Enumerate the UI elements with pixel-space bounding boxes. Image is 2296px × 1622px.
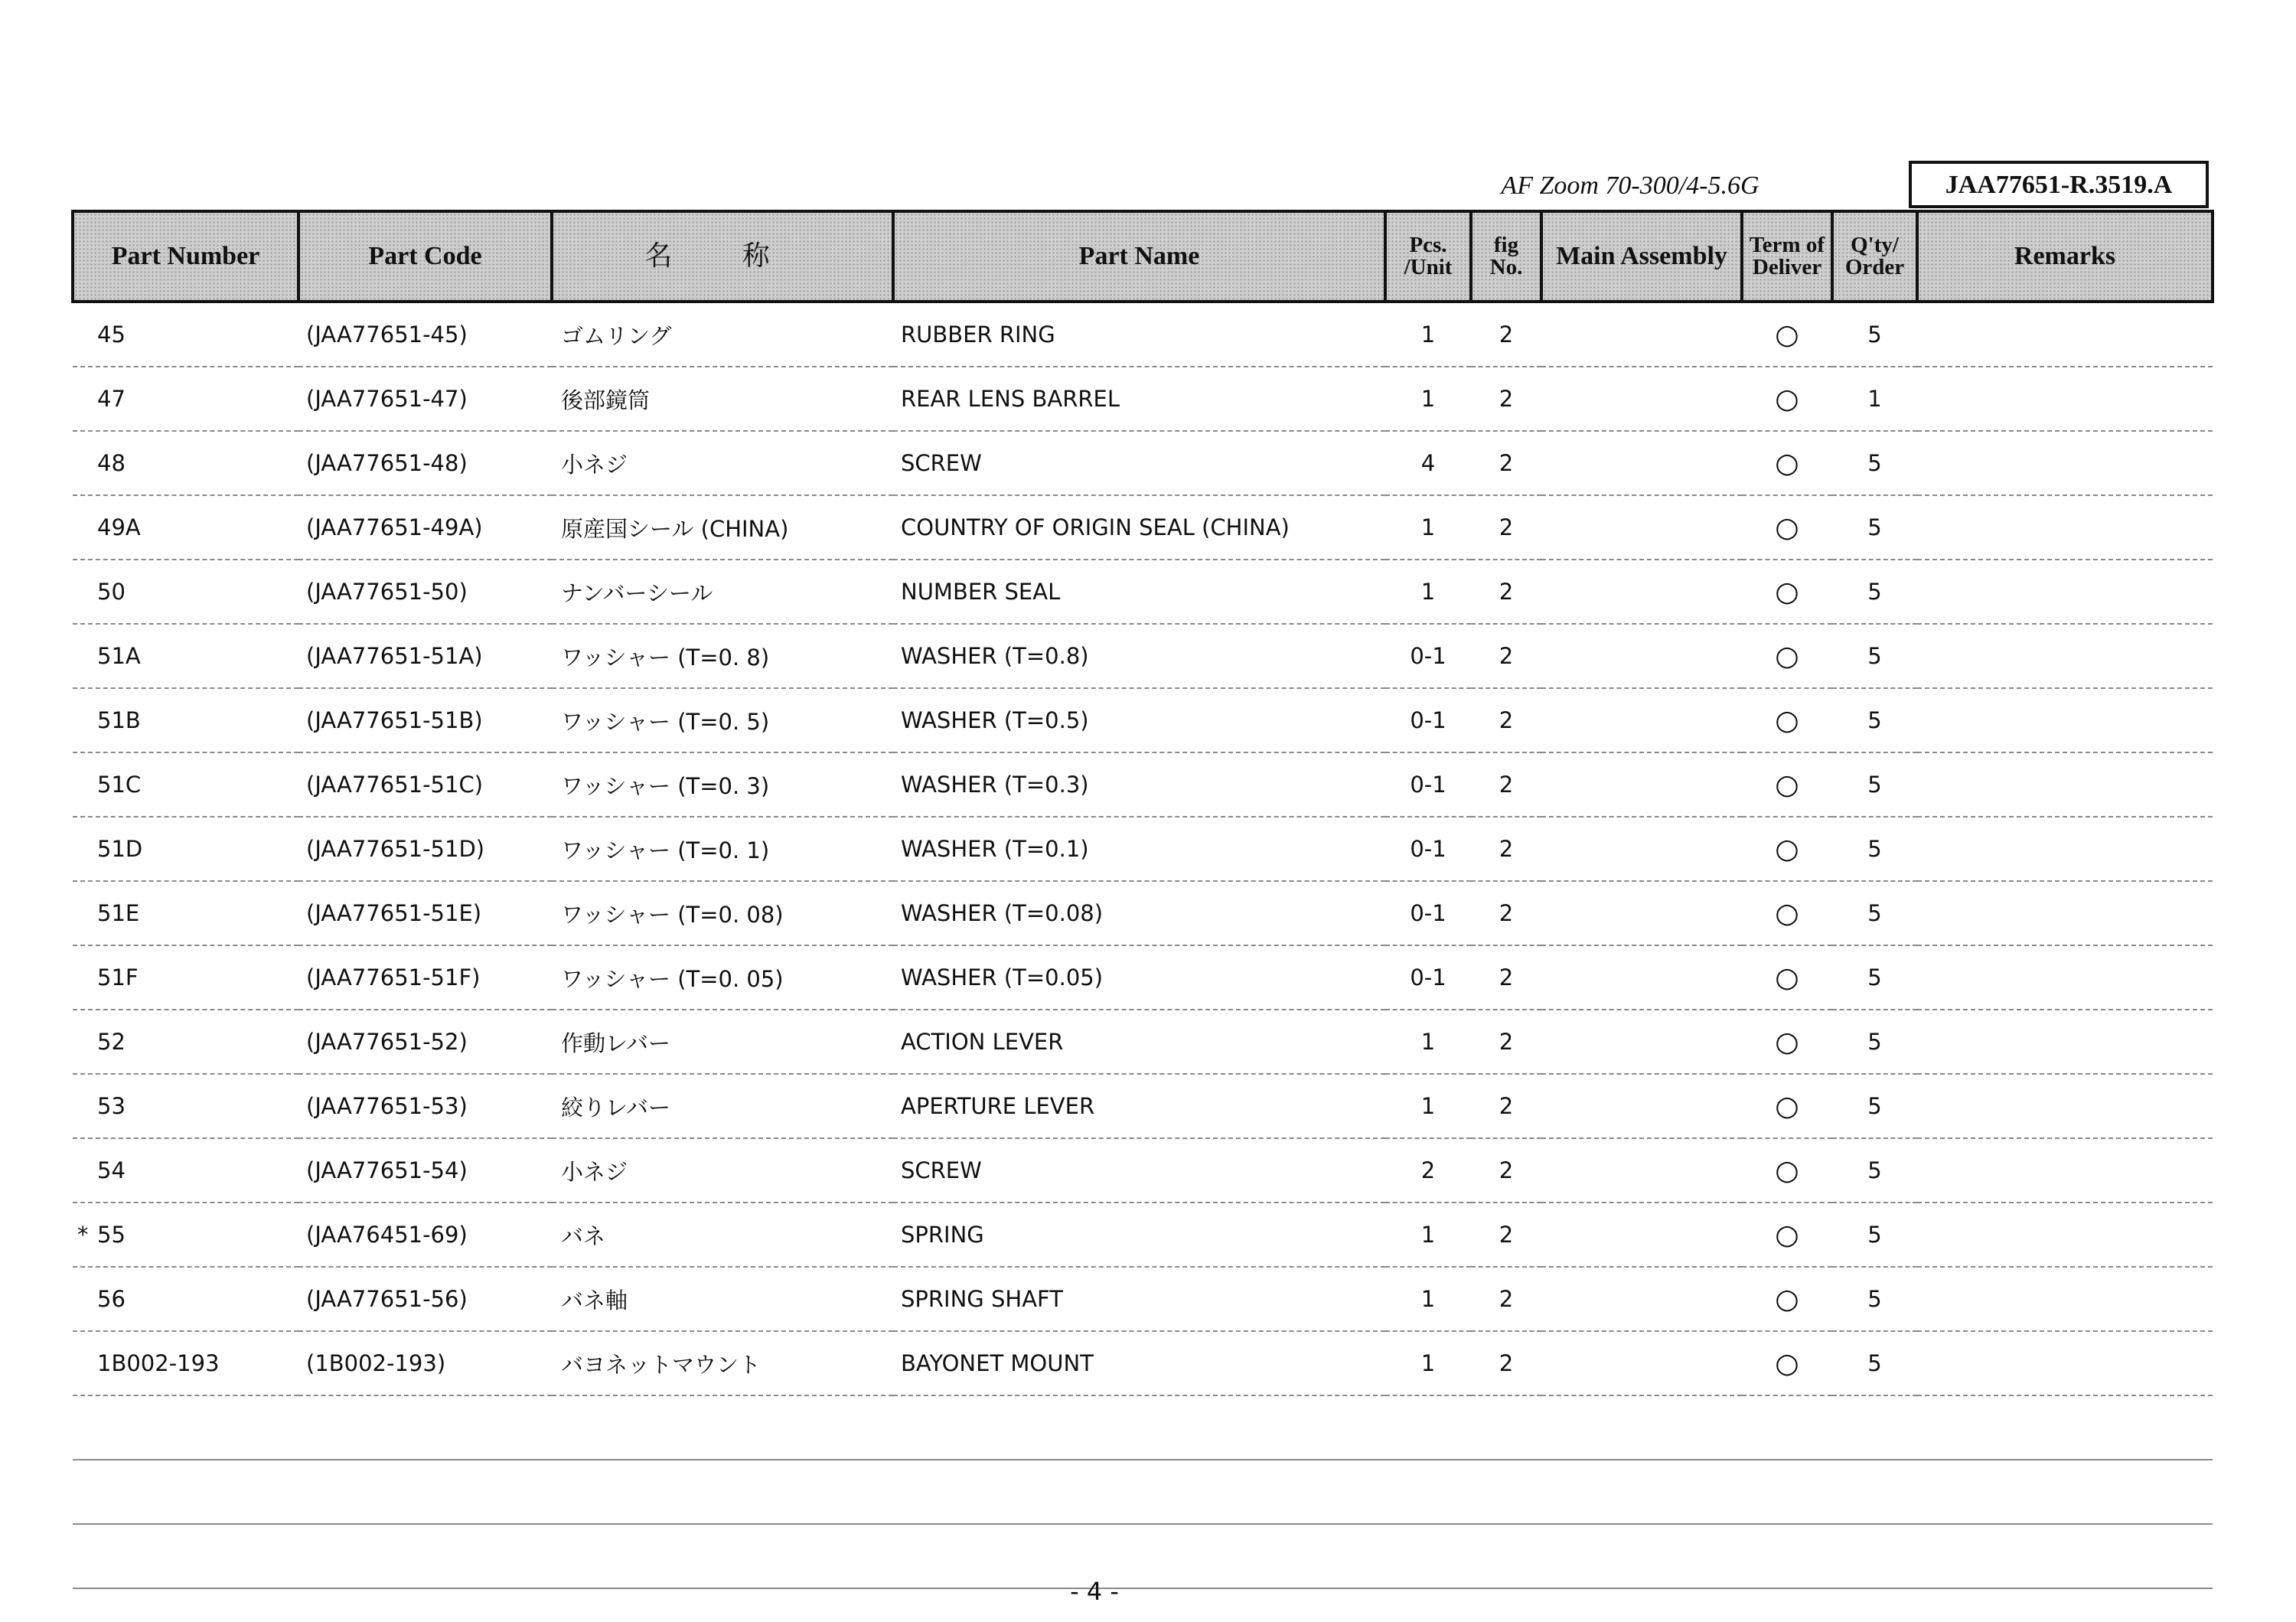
part-code-cell: (JAA77651-56) — [298, 1267, 552, 1331]
part-code-cell: (JAA77651-51B) — [298, 688, 552, 752]
japanese-name-cell: ワッシャー (T=0. 8) — [552, 624, 893, 688]
pcs-unit-cell: 1 — [1385, 1267, 1471, 1331]
pcs-unit-cell: 1 — [1385, 1010, 1471, 1074]
part-number-cell — [73, 688, 298, 752]
part-number-value: 1B002-193 — [97, 1350, 220, 1376]
col-header-term-of-delivery: Term of Deliver — [1742, 211, 1832, 302]
remarks-cell — [1917, 560, 2213, 624]
japanese-name-cell: ナンバーシール — [552, 560, 893, 624]
main-assembly-cell — [1541, 688, 1742, 752]
term-of-delivery-cell: ○ — [1742, 1203, 1832, 1267]
remarks-cell — [1917, 495, 2213, 560]
term-of-delivery-cell: ○ — [1742, 817, 1832, 881]
col-header-part-code: Part Code — [298, 211, 552, 302]
fig-no-cell: 2 — [1471, 1138, 1541, 1203]
qty-order-cell: 5 — [1832, 431, 1917, 495]
part-number-cell — [73, 752, 298, 817]
fig-no-cell: 2 — [1471, 881, 1541, 945]
empty-cell — [1471, 1524, 1541, 1588]
empty-cell — [1832, 1460, 1917, 1524]
part-number-cell — [73, 495, 298, 560]
table-row — [73, 1331, 2213, 1395]
empty-row — [73, 1460, 2213, 1524]
pcs-unit-cell: 0-1 — [1385, 881, 1471, 945]
pcs-unit-cell: 4 — [1385, 431, 1471, 495]
part-code-cell: (JAA77651-47) — [298, 367, 552, 431]
qty-order-cell: 5 — [1832, 560, 1917, 624]
fig-no-cell: 2 — [1471, 945, 1541, 1010]
part-name-cell: SPRING — [893, 1203, 1385, 1267]
table-row — [73, 495, 2213, 560]
table-row — [73, 817, 2213, 881]
empty-cell — [1832, 1524, 1917, 1588]
term-of-delivery-cell: ○ — [1742, 367, 1832, 431]
empty-cell — [73, 1460, 298, 1524]
remarks-cell — [1917, 1010, 2213, 1074]
parts-list-table — [71, 210, 2214, 1589]
fig-no-cell: 2 — [1471, 1074, 1541, 1138]
remarks-cell — [1917, 881, 2213, 945]
part-name-cell: BAYONET MOUNT — [893, 1331, 1385, 1395]
japanese-name-cell: バネ軸 — [552, 1267, 893, 1331]
remarks-cell — [1917, 688, 2213, 752]
empty-cell — [1385, 1460, 1471, 1524]
part-number-value: 52 — [97, 1029, 126, 1055]
term-of-delivery-cell: ○ — [1742, 560, 1832, 624]
empty-cell — [552, 1460, 893, 1524]
part-number-value: 51C — [97, 772, 142, 798]
part-number-cell — [73, 560, 298, 624]
part-code-cell: (JAA77651-49A) — [298, 495, 552, 560]
part-name-cell: SPRING SHAFT — [893, 1267, 1385, 1331]
part-number-value: 51E — [97, 900, 140, 926]
document-code-box: JAA77651-R.3519.A — [1909, 161, 2209, 208]
pcs-unit-cell: 2 — [1385, 1138, 1471, 1203]
pcs-unit-cell: 0-1 — [1385, 688, 1471, 752]
part-number-cell — [73, 302, 298, 367]
empty-cell — [1917, 1524, 2213, 1588]
part-code-cell: (JAA77651-51F) — [298, 945, 552, 1010]
fig-no-cell: 2 — [1471, 1203, 1541, 1267]
main-assembly-cell — [1541, 624, 1742, 688]
part-name-cell: WASHER (T=0.3) — [893, 752, 1385, 817]
main-assembly-cell — [1541, 881, 1742, 945]
pcs-unit-cell: 1 — [1385, 302, 1471, 367]
empty-cell — [1541, 1395, 1742, 1460]
japanese-name-cell: バネ — [552, 1203, 893, 1267]
part-name-cell: WASHER (T=0.05) — [893, 945, 1385, 1010]
main-assembly-cell — [1541, 302, 1742, 367]
table-row — [73, 881, 2213, 945]
empty-cell — [1917, 1395, 2213, 1460]
fig-no-cell: 2 — [1471, 1267, 1541, 1331]
fig-no-cell: 2 — [1471, 367, 1541, 431]
main-assembly-cell — [1541, 1010, 1742, 1074]
japanese-name-cell: ワッシャー (T=0. 08) — [552, 881, 893, 945]
term-of-delivery-cell: ○ — [1742, 1074, 1832, 1138]
part-name-cell: WASHER (T=0.5) — [893, 688, 1385, 752]
qty-order-cell: 5 — [1832, 1331, 1917, 1395]
qty-order-cell: 5 — [1832, 1010, 1917, 1074]
term-of-delivery-cell: ○ — [1742, 431, 1832, 495]
fig-no-cell: 2 — [1471, 1331, 1541, 1395]
qty-order-cell: 5 — [1832, 624, 1917, 688]
part-code-cell: (JAA77651-51D) — [298, 817, 552, 881]
part-name-cell: COUNTRY OF ORIGIN SEAL (CHINA) — [893, 495, 1385, 560]
part-number-value: 55 — [97, 1222, 126, 1248]
qty-order-cell: 1 — [1832, 367, 1917, 431]
fig-no-cell: 2 — [1471, 624, 1541, 688]
qty-order-cell: 5 — [1832, 752, 1917, 817]
qty-order-cell: 5 — [1832, 302, 1917, 367]
remarks-cell — [1917, 1138, 2213, 1203]
pcs-unit-cell: 1 — [1385, 495, 1471, 560]
remarks-cell — [1917, 817, 2213, 881]
japanese-name-cell: ワッシャー (T=0. 1) — [552, 817, 893, 881]
empty-cell — [73, 1524, 298, 1588]
pcs-unit-cell: 1 — [1385, 1331, 1471, 1395]
remarks-cell — [1917, 367, 2213, 431]
part-number-value: 51D — [97, 836, 143, 862]
table-row — [73, 1267, 2213, 1331]
remarks-cell — [1917, 1074, 2213, 1138]
fig-no-cell: 2 — [1471, 688, 1541, 752]
part-name-cell: RUBBER RING — [893, 302, 1385, 367]
remarks-cell — [1917, 945, 2213, 1010]
japanese-name-cell: 小ネジ — [552, 431, 893, 495]
empty-cell — [298, 1524, 552, 1588]
term-of-delivery-cell: ○ — [1742, 1010, 1832, 1074]
main-assembly-cell — [1541, 1138, 1742, 1203]
part-number-value: 45 — [97, 321, 126, 348]
term-of-delivery-cell: ○ — [1742, 945, 1832, 1010]
part-name-cell: APERTURE LEVER — [893, 1074, 1385, 1138]
term-of-delivery-cell: ○ — [1742, 1138, 1832, 1203]
empty-cell — [893, 1395, 1385, 1460]
empty-cell — [1471, 1395, 1541, 1460]
part-number-cell — [73, 817, 298, 881]
part-number-cell — [73, 1331, 298, 1395]
part-number-cell — [73, 945, 298, 1010]
part-code-cell: (JAA77651-54) — [298, 1138, 552, 1203]
empty-cell — [1541, 1524, 1742, 1588]
empty-cell — [298, 1395, 552, 1460]
pcs-unit-cell: 1 — [1385, 367, 1471, 431]
fig-no-cell: 2 — [1471, 431, 1541, 495]
part-number-value: 47 — [97, 386, 126, 412]
main-assembly-cell — [1541, 1267, 1742, 1331]
term-of-delivery-cell: ○ — [1742, 1267, 1832, 1331]
main-assembly-cell — [1541, 367, 1742, 431]
part-code-cell: (JAA77651-51E) — [298, 881, 552, 945]
empty-cell — [1917, 1460, 2213, 1524]
part-code-cell: (JAA77651-48) — [298, 431, 552, 495]
part-number-value: 56 — [97, 1286, 126, 1312]
term-of-delivery-cell: ○ — [1742, 1331, 1832, 1395]
qty-order-cell: 5 — [1832, 1203, 1917, 1267]
table-row — [73, 431, 2213, 495]
page-number: - 4 - — [1070, 1577, 1119, 1606]
part-number-value: 50 — [97, 579, 126, 605]
main-assembly-cell — [1541, 817, 1742, 881]
col-header-main-assembly: Main Assembly — [1541, 211, 1742, 302]
fig-no-cell: 2 — [1471, 495, 1541, 560]
main-assembly-cell — [1541, 495, 1742, 560]
header-row — [73, 211, 2213, 302]
pcs-unit-cell: 1 — [1385, 560, 1471, 624]
part-number-cell — [73, 1267, 298, 1331]
remarks-cell — [1917, 1331, 2213, 1395]
remarks-cell — [1917, 752, 2213, 817]
part-code-cell: (1B002-193) — [298, 1331, 552, 1395]
table-row — [73, 1203, 2213, 1267]
pcs-unit-cell: 1 — [1385, 1074, 1471, 1138]
part-name-cell: WASHER (T=0.1) — [893, 817, 1385, 881]
part-number-value: 54 — [97, 1157, 126, 1183]
main-assembly-cell — [1541, 560, 1742, 624]
main-assembly-cell — [1541, 1331, 1742, 1395]
part-name-cell: ACTION LEVER — [893, 1010, 1385, 1074]
table-row — [73, 624, 2213, 688]
fig-no-cell: 2 — [1471, 752, 1541, 817]
fig-no-cell: 2 — [1471, 560, 1541, 624]
part-code-cell: (JAA77651-51C) — [298, 752, 552, 817]
term-of-delivery-cell: ○ — [1742, 302, 1832, 367]
part-name-cell: WASHER (T=0.08) — [893, 881, 1385, 945]
pcs-unit-cell: 0-1 — [1385, 752, 1471, 817]
part-name-cell: NUMBER SEAL — [893, 560, 1385, 624]
revision-mark: * — [77, 1222, 89, 1248]
table-row — [73, 1010, 2213, 1074]
remarks-cell — [1917, 302, 2213, 367]
main-assembly-cell — [1541, 1074, 1742, 1138]
empty-cell — [1742, 1460, 1832, 1524]
empty-cell — [1541, 1460, 1742, 1524]
japanese-name-cell: 後部鏡筒 — [552, 367, 893, 431]
remarks-cell — [1917, 624, 2213, 688]
qty-order-cell: 5 — [1832, 495, 1917, 560]
empty-cell — [552, 1524, 893, 1588]
col-header-part-name: Part Name — [893, 211, 1385, 302]
remarks-cell — [1917, 1267, 2213, 1331]
qty-order-cell: 5 — [1832, 688, 1917, 752]
part-number-cell — [73, 1138, 298, 1203]
empty-cell — [73, 1395, 298, 1460]
term-of-delivery-cell: ○ — [1742, 495, 1832, 560]
part-number-cell — [73, 1074, 298, 1138]
table-row — [73, 560, 2213, 624]
pcs-unit-cell: 0-1 — [1385, 624, 1471, 688]
part-number-value: 53 — [97, 1093, 126, 1119]
part-number-cell — [73, 624, 298, 688]
part-number-cell — [73, 367, 298, 431]
empty-cell — [1832, 1395, 1917, 1460]
part-number-cell — [73, 431, 298, 495]
japanese-name-cell: 作動レバー — [552, 1010, 893, 1074]
part-code-cell: (JAA76451-69) — [298, 1203, 552, 1267]
qty-order-cell: 5 — [1832, 817, 1917, 881]
empty-cell — [1385, 1395, 1471, 1460]
part-number-value: 48 — [97, 450, 126, 476]
qty-order-cell: 5 — [1832, 1267, 1917, 1331]
main-assembly-cell — [1541, 1203, 1742, 1267]
empty-row — [73, 1395, 2213, 1460]
japanese-name-cell: ワッシャー (T=0. 05) — [552, 945, 893, 1010]
empty-cell — [893, 1460, 1385, 1524]
part-name-cell: SCREW — [893, 1138, 1385, 1203]
japanese-name-cell: ゴムリング — [552, 302, 893, 367]
col-header-pcs-unit: Pcs. /Unit — [1385, 211, 1471, 302]
table-row — [73, 945, 2213, 1010]
part-number-value: 51B — [97, 707, 141, 733]
fig-no-cell: 2 — [1471, 817, 1541, 881]
part-code-cell: (JAA77651-50) — [298, 560, 552, 624]
remarks-cell — [1917, 1203, 2213, 1267]
table-row — [73, 752, 2213, 817]
part-code-cell: (JAA77651-52) — [298, 1010, 552, 1074]
japanese-name-cell: ワッシャー (T=0. 3) — [552, 752, 893, 817]
term-of-delivery-cell: ○ — [1742, 688, 1832, 752]
japanese-name-cell: 絞りレバー — [552, 1074, 893, 1138]
main-assembly-cell — [1541, 752, 1742, 817]
term-of-delivery-cell: ○ — [1742, 624, 1832, 688]
fig-no-cell: 2 — [1471, 1010, 1541, 1074]
qty-order-cell: 5 — [1832, 1074, 1917, 1138]
col-header-fig-no: fig No. — [1471, 211, 1541, 302]
japanese-name-cell: 原産国シール (CHINA) — [552, 495, 893, 560]
japanese-name-cell: バヨネットマウント — [552, 1331, 893, 1395]
part-code-cell: (JAA77651-45) — [298, 302, 552, 367]
empty-cell — [1471, 1460, 1541, 1524]
japanese-name-cell: 小ネジ — [552, 1138, 893, 1203]
part-number-cell — [73, 1010, 298, 1074]
japanese-name-cell: ワッシャー (T=0. 5) — [552, 688, 893, 752]
fig-no-cell: 2 — [1471, 302, 1541, 367]
part-number-cell — [73, 1203, 298, 1267]
empty-cell — [1742, 1395, 1832, 1460]
table-row — [73, 367, 2213, 431]
part-name-cell: SCREW — [893, 431, 1385, 495]
main-assembly-cell — [1541, 431, 1742, 495]
part-number-value: 51A — [97, 643, 141, 669]
pcs-unit-cell: 0-1 — [1385, 945, 1471, 1010]
term-of-delivery-cell: ○ — [1742, 752, 1832, 817]
table-row — [73, 688, 2213, 752]
table-row — [73, 1074, 2213, 1138]
empty-cell — [1385, 1524, 1471, 1588]
part-number-value: 51F — [97, 964, 139, 990]
model-title: AF Zoom 70-300/4-5.6G — [1501, 171, 1760, 200]
col-header-remarks: Remarks — [1917, 211, 2213, 302]
empty-cell — [1742, 1524, 1832, 1588]
table-row — [73, 302, 2213, 367]
part-number-value: 49A — [97, 514, 141, 540]
empty-cell — [298, 1460, 552, 1524]
part-number-cell — [73, 881, 298, 945]
part-code-cell: (JAA77651-51A) — [298, 624, 552, 688]
qty-order-cell: 5 — [1832, 945, 1917, 1010]
pcs-unit-cell: 1 — [1385, 1203, 1471, 1267]
empty-cell — [552, 1395, 893, 1460]
qty-order-cell: 5 — [1832, 1138, 1917, 1203]
part-name-cell: REAR LENS BARREL — [893, 367, 1385, 431]
part-name-cell: WASHER (T=0.8) — [893, 624, 1385, 688]
remarks-cell — [1917, 431, 2213, 495]
qty-order-cell: 5 — [1832, 881, 1917, 945]
part-code-cell: (JAA77651-53) — [298, 1074, 552, 1138]
term-of-delivery-cell: ○ — [1742, 881, 1832, 945]
pcs-unit-cell: 0-1 — [1385, 817, 1471, 881]
table-row — [73, 1138, 2213, 1203]
col-header-qty-order: Q'ty/ Order — [1832, 211, 1917, 302]
parts-list-body — [73, 302, 2213, 1588]
col-header-japanese-name: 名 称 — [552, 211, 893, 302]
main-assembly-cell — [1541, 945, 1742, 1010]
col-header-part-number: Part Number — [73, 211, 298, 302]
